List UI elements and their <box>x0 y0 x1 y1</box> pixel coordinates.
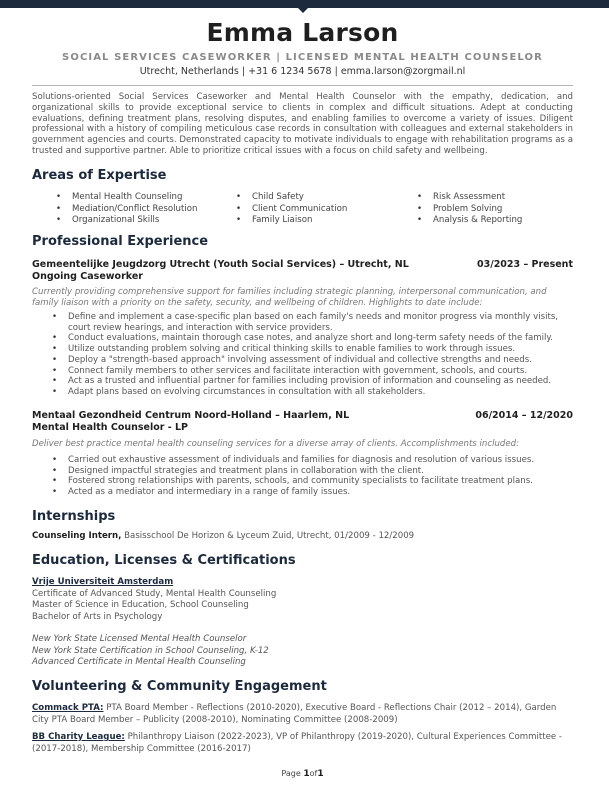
header-divider <box>32 85 573 86</box>
expertise-column-2 <box>234 192 347 227</box>
job-2-dates: 06/2014 – 12/2020 <box>475 410 573 421</box>
expertise-column-1 <box>54 192 197 227</box>
page-footer <box>32 769 573 779</box>
job-1-bullets <box>32 312 573 398</box>
degree-item: Bachelor of Arts in Psychology <box>32 611 163 622</box>
education-heading: Education, Licenses & Certifications <box>32 553 296 568</box>
internship-detail: Basisschool De Horizon & Lyceum Zuid, Utrecht, 01/2009 - 12/2009 <box>124 531 415 541</box>
volunteer-entry <box>32 732 573 755</box>
license-item: New York State Licensed Mental Health Counselor <box>32 634 247 644</box>
job-2-employer: Mentaal Gezondheid Centrum Noord-Holland – Haarlem, NL <box>32 410 350 421</box>
job-2-bullets <box>32 455 573 498</box>
expertise-item: • Child Safety <box>234 192 347 204</box>
list-item: • Utilize outstanding problem solving and critical thinking skills to enable families to work through issues. <box>32 344 573 355</box>
license-item: New York State Certification in School Counseling, K-12 <box>32 645 269 656</box>
list-item: • Designed impactful strategies and treatment plans in collaboration with the client. <box>32 466 573 477</box>
volunteer-text: PTA Board Member - Reflections (2010-2020), Executive Board - Reflections Chair (2012 – 2014), Garden City PTA Board Member – Publicity (2008-2010), Nominating Committee (2008-2009) <box>32 703 557 725</box>
job-1-header <box>32 259 573 271</box>
internship-role: Counseling Intern, <box>32 531 122 541</box>
candidate-name: Emma Larson <box>206 18 399 47</box>
professional-summary: Solutions-oriented Social Services Caseworker and Mental Health Counselor with the empathy, dedication, and organizational skills to provide exceptional service to clients in complex and difficult situations. Adept at conducting evaluations, defining treatment plans, resolving disputes, and enabling families to overcome a variety of issues. Diligent professional with a history of compiling meticulous case records in consultation with colleagues and external stakeholders in government agencies and courts. Demonstrated capacity to motivate individuals to engage with rehabilitation programs as a trusted and supportive partner. Able to prioritize critical issues with a focus on child safety and wellbeing. <box>32 92 573 156</box>
degree-item: Master of Science in Education, School Counseling <box>32 600 249 610</box>
job-1-employer: Gemeentelijke Jeugdzorg Utrecht (Youth Social Services) – Utrecht, NL <box>32 259 409 270</box>
volunteering-heading: Volunteering & Community Engagement <box>32 679 327 694</box>
experience-heading: Professional Experience <box>32 234 209 249</box>
list-item: • Define and implement a case-specific plan based on each family's needs and monitor progress via monthly visits, court review hearings, and interaction with service providers. <box>32 312 573 333</box>
expertise-item: • Problem Solving <box>415 204 522 216</box>
list-item: • Fostered strong relationships with parents, schools, and community specialists to facilitate treatment plans. <box>32 476 573 487</box>
page-label: Page <box>281 769 301 778</box>
page-total: 1 <box>317 769 324 779</box>
expertise-column-3 <box>415 192 522 227</box>
license-item: Advanced Certificate in Mental Health Counseling <box>32 657 246 667</box>
expertise-item: • Mediation/Conflict Resolution <box>54 204 197 216</box>
candidate-title: SOCIAL SERVICES CASEWORKER | LICENSED MENTAL HEALTH COUNSELOR <box>62 52 543 63</box>
job-1-role: Ongoing Caseworker <box>32 271 143 282</box>
list-item: • Deploy a "strength-based approach" involving assessment of individual and collective strengths and needs. <box>32 355 573 366</box>
school-name: Vrije Universiteit Amsterdam <box>32 577 174 587</box>
expertise-item: • Analysis & Reporting <box>415 215 522 227</box>
job-2-header <box>32 410 573 422</box>
expertise-heading: Areas of Expertise <box>32 168 167 183</box>
expertise-list <box>32 192 573 228</box>
list-item: • Adapt plans based on evolving circumstances in consultation with all stakeholders. <box>32 387 573 398</box>
internships-heading: Internships <box>32 509 116 524</box>
job-2-description: Deliver best practice mental health counseling services for a diverse array of clients. Accomplishments included: <box>32 439 520 449</box>
expertise-item: • Risk Assessment <box>415 192 522 204</box>
licenses-block <box>32 634 573 669</box>
volunteer-entry <box>32 703 573 726</box>
list-item: • Acted as a mediator and intermediary in a range of family issues. <box>32 487 573 498</box>
internship-entry <box>32 531 573 543</box>
expertise-item: • Mental Health Counseling <box>54 192 197 204</box>
expertise-item: • Family Liaison <box>234 215 347 227</box>
expertise-item: • Client Communication <box>234 204 347 216</box>
job-1-dates: 03/2023 – Present <box>477 259 573 270</box>
list-item: • Carried out exhaustive assessment of individuals and families for diagnosis and resolution of various issues. <box>32 455 573 466</box>
list-item: • Connect family members to other services and facilitate interaction with government, schools, and courts. <box>32 366 573 377</box>
expertise-item: • Organizational Skills <box>54 215 197 227</box>
education-block <box>32 577 573 623</box>
job-2-role: Mental Health Counselor - LP <box>32 422 189 433</box>
degree-item: Certificate of Advanced Study, Mental Health Counseling <box>32 588 277 599</box>
contact-line: Utrecht, Netherlands | +31 6 1234 5678 | emma.larson@zorgmail.nl <box>139 66 466 77</box>
page-number: 1 <box>303 769 310 779</box>
volunteer-org: Commack PTA: <box>32 703 104 713</box>
list-item: • Act as a trusted and influential partner for families including provision of information and counseling as needed. <box>32 376 573 387</box>
volunteer-org: BB Charity League: <box>32 732 125 742</box>
list-item: • Conduct evaluations, maintain thorough case notes, and analyze short and long-term safety needs of the family. <box>32 333 573 344</box>
volunteer-text: Philanthropy Liaison (2022-2023), VP of Philanthropy (2019-2020), Cultural Experiences Committee - (2017-2018), Membership Committee (2016-2017) <box>32 732 563 754</box>
job-1-description: Currently providing comprehensive support for families including strategic planning, interpersonal communication, and family liaison with a priority on the safety, security, and wellbeing of children. Highlights to date include: <box>32 287 547 308</box>
of-label: of <box>309 769 318 778</box>
top-notch-marker <box>297 7 309 13</box>
